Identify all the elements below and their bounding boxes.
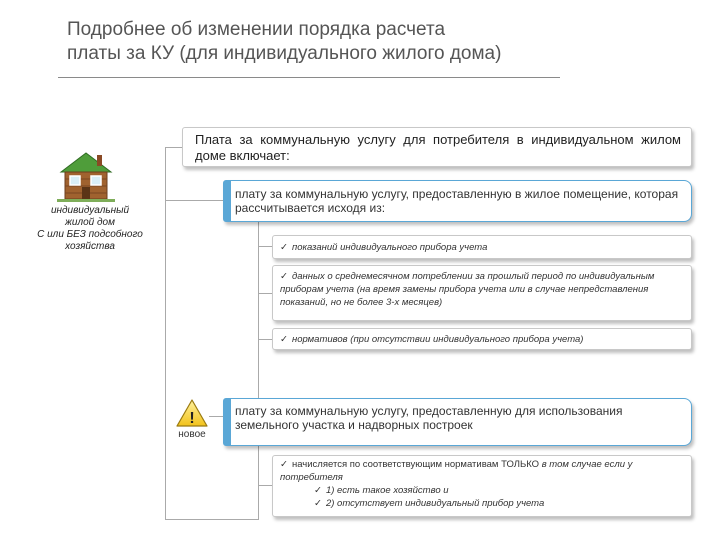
checkmark-icon: ✓ <box>280 334 288 345</box>
land-note-tail: в том случае если у потребителя <box>280 459 633 483</box>
checkmark-icon: ✓ <box>314 498 322 509</box>
land-note-only: ТОЛЬКО <box>501 459 540 470</box>
house-label-line: хозяйства <box>65 241 115 252</box>
checkmark-icon: ✓ <box>280 242 288 253</box>
meter-readings-text: показаний индивидуального прибора учета <box>291 242 488 253</box>
house-label-line: жилой дом <box>65 217 115 228</box>
checkmark-icon: ✓ <box>314 485 322 496</box>
connector-vertical <box>165 147 166 519</box>
connector-sub-3 <box>258 339 272 340</box>
main-statement-text: Плата за коммунальную услугу для потребителя в индивидуальном жилом доме включает: <box>195 132 681 163</box>
land-note-intro: начисляется по соответствующим нормативам <box>291 459 499 470</box>
connector-sub-4 <box>258 485 272 486</box>
average-consumption-text: данных о среднемесячном потреблении за прошлый период по индивидуальным приборам учета (на время замены прибора учета или в случае непредставления показаний, но не более 3-х месяцев) <box>280 271 655 308</box>
house-icon <box>53 150 119 204</box>
condition-2 <box>280 497 681 510</box>
connector-sub-vertical <box>258 222 259 519</box>
checkmark-icon: ✓ <box>280 459 288 470</box>
connector-bottom <box>165 519 259 520</box>
main-statement-box <box>182 127 692 167</box>
page-title <box>67 18 667 66</box>
residential-charge-box <box>223 180 692 222</box>
connector-sub-1 <box>258 246 272 247</box>
house-label-line: индивидуальный <box>50 205 130 216</box>
meter-readings-item <box>272 235 692 259</box>
connector-sub-2 <box>258 293 272 294</box>
title-underline <box>58 77 560 78</box>
title-line-1: Подробнее об изменении порядка расчета <box>67 19 446 40</box>
house-label-line: С или БЕЗ подсобного <box>37 229 143 240</box>
average-consumption-item <box>272 265 692 321</box>
norms-text: нормативов (при отсутствии индивидуального прибора учета) <box>291 334 584 345</box>
condition-1-text: 1) есть такое хозяйство и <box>325 485 449 496</box>
land-conditions-intro <box>280 458 681 484</box>
title-line-2: платы за КУ (для индивидуального жилого дома) <box>67 43 502 64</box>
warning-icon <box>175 398 209 428</box>
land-charge-text: плату за коммунальную услугу, предоставленную для использования земельного участка и надворных построек <box>235 404 623 432</box>
warning-mark: ! <box>189 410 195 427</box>
connector-main <box>165 147 182 148</box>
condition-2-text: 2) отсутствует индивидуальный прибор учета <box>325 498 545 509</box>
land-conditions-item <box>272 455 692 517</box>
connector-residential <box>165 200 223 201</box>
norms-item <box>272 328 692 350</box>
condition-1 <box>280 484 681 497</box>
connector-land <box>209 416 223 417</box>
new-label: новое <box>178 429 206 440</box>
residential-charge-text: плату за коммунальную услугу, предоставленную в жилое помещение, которая рассчитывается исходя из: <box>235 187 679 215</box>
house-label <box>10 205 170 253</box>
land-charge-box <box>223 398 692 446</box>
checkmark-icon: ✓ <box>280 271 288 282</box>
